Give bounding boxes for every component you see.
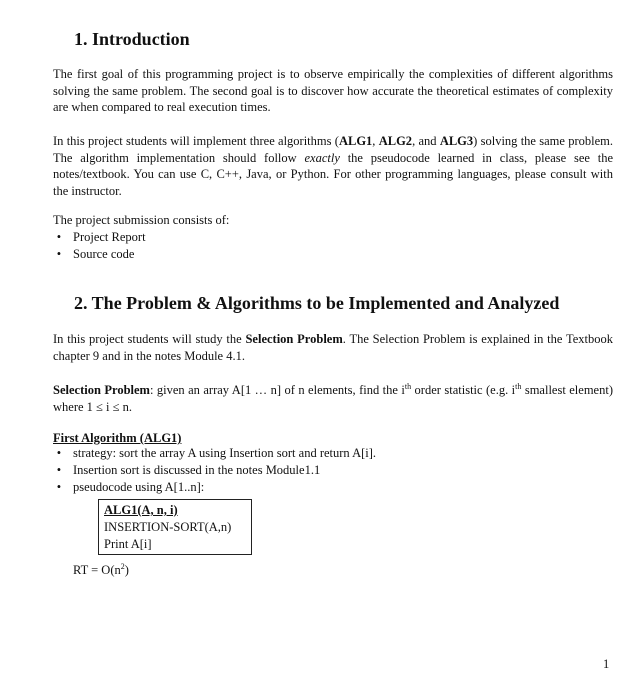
selection-problem-label: Selection Problem (53, 383, 150, 397)
pseudocode-box (98, 499, 252, 555)
alg2-label: ALG2 (378, 134, 413, 148)
def-text-1: : given an array A[1 … n] of n elements, find the i (149, 383, 405, 397)
runtime-complexity (73, 562, 129, 578)
list-item-text: pseudocode using A[1..n]: (73, 480, 205, 494)
list-item-text: Insertion sort is discussed in the notes Module1.1 (73, 463, 321, 477)
list-item-text: Project Report (73, 230, 146, 244)
p2-text-1: In this project students will implement three algorithms ( (53, 134, 339, 148)
intro-paragraph-algorithms (53, 133, 613, 199)
list-item (53, 246, 613, 263)
bullet-icon: • (56, 247, 62, 261)
list-item (53, 479, 613, 496)
emphasis-exactly: exactly (304, 150, 340, 165)
p2-text-3: the pseudocode learned in class, please see the notes/textbook. You can use C, C++, Java, or Python. For other programming languages, please consult with the instructor. (53, 150, 614, 198)
bullet-icon: • (56, 480, 62, 494)
def-sup-2: th (515, 381, 522, 391)
bullet-icon: • (56, 463, 62, 477)
selection-problem-definition (53, 382, 613, 415)
list-item-text: strategy: sort the array A using Insertion sort and return A[i]. (73, 446, 377, 460)
pseudocode-line: INSERTION-SORT(A,n) (104, 520, 232, 534)
bullet-icon: • (56, 446, 62, 460)
pseudocode-line: Print A[i] (104, 537, 152, 551)
p2-sep-1: , (372, 134, 379, 148)
bullet-icon: • (56, 230, 62, 244)
list-item (53, 229, 613, 246)
section-heading-problem: 2. The Problem & Algorithms to be Implemented and Analyzed (74, 293, 560, 313)
selection-problem-intro (53, 331, 613, 364)
first-algorithm-title: First Algorithm (ALG1) (53, 431, 182, 445)
def-text-2: order statistic (e.g. i (411, 383, 516, 397)
submission-list (53, 229, 613, 263)
list-item-text: Source code (73, 247, 135, 261)
p4-text-2: . The Selection Problem is explained in the Textbook chapter 9 and in the notes Module 4.1. (53, 332, 613, 363)
p4-text-1: In this project students will study the (53, 332, 246, 346)
list-item (53, 445, 613, 462)
rt-exponent: 2 (120, 561, 125, 571)
intro-paragraph-goals: The first goal of this programming project is to observe empirically the complexities of different algorithms solving the same problem. The second goal is to discover how accurate the theoretical estimates of complexity are when compared to real execution times. (53, 67, 613, 114)
rt-suffix: ) (124, 563, 129, 577)
p2-sep-2: , and (412, 134, 440, 148)
selection-problem-bold: Selection Problem (245, 332, 343, 346)
def-sup-1: th (404, 381, 412, 391)
submission-intro: The project submission consists of: (53, 213, 230, 227)
p2-text-2: ) solving the same problem. The algorithm implementation should follow (53, 134, 614, 165)
section-heading-introduction: 1. Introduction (74, 29, 190, 49)
page-number: 1 (603, 657, 610, 671)
rt-prefix: RT = O(n (73, 563, 121, 577)
alg3-label: ALG3 (439, 134, 474, 148)
alg1-label: ALG1 (338, 134, 373, 148)
first-algorithm-list (53, 445, 613, 496)
pseudocode-title: ALG1(A, n, i) (104, 503, 178, 517)
list-item (53, 462, 613, 479)
def-text-3: smallest element) where 1 ≤ i ≤ n. (53, 383, 613, 414)
